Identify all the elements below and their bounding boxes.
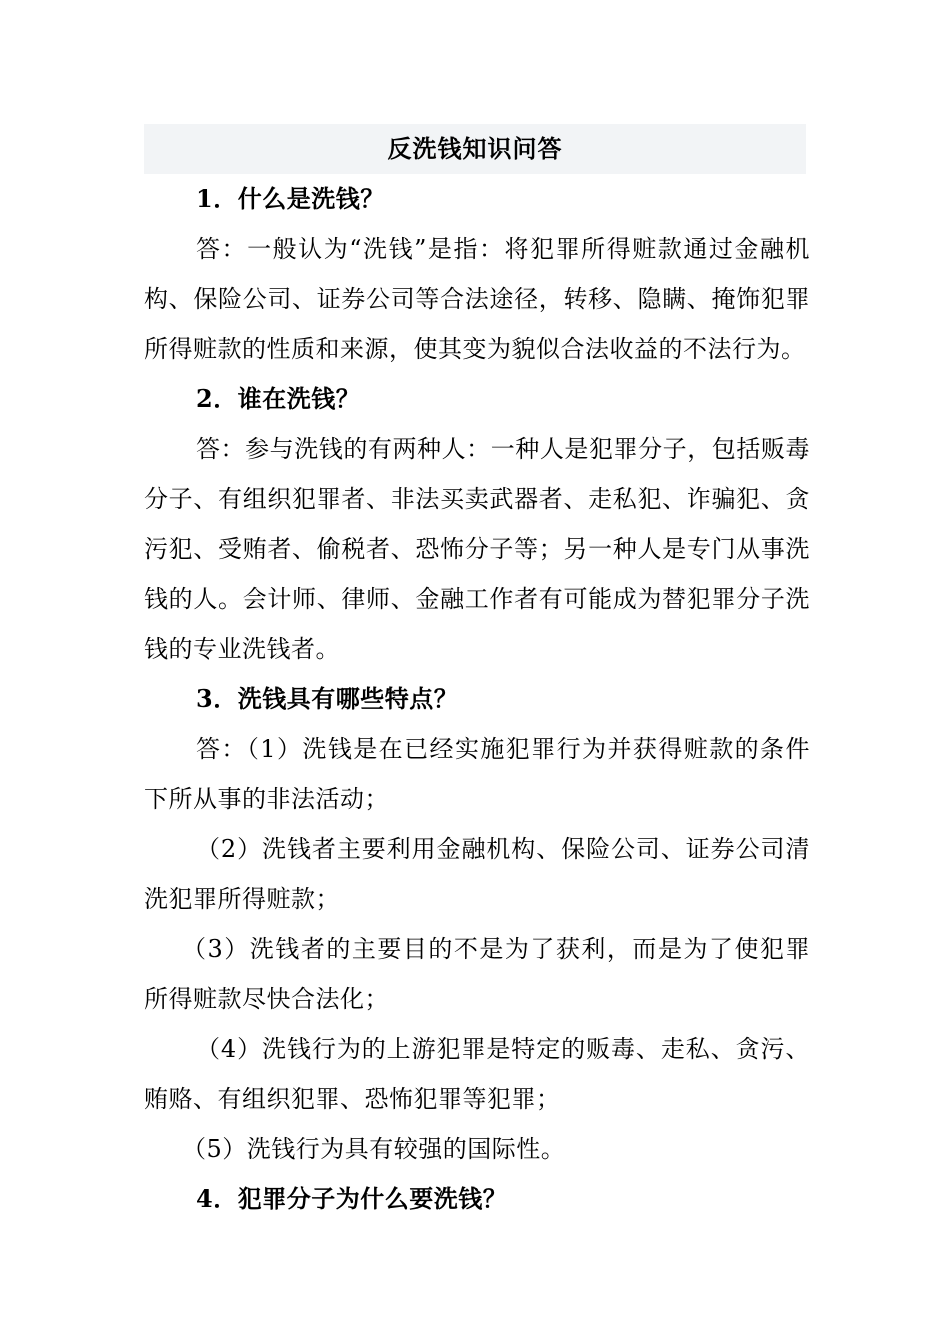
document-title: 反洗钱知识问答	[387, 134, 563, 163]
answer-3-item-2: （2）洗钱者主要利用金融机构、保险公司、证券公司清洗犯罪所得赃款；	[144, 835, 810, 913]
answer-3: 答：（1）洗钱是在已经实施犯罪行为并获得赃款的条件下所从事的非法活动；	[144, 735, 810, 813]
answer-1: 答：一般认为“洗钱”是指：将犯罪所得赃款通过金融机构、保险公司、证券公司等合法途径，转移、隐瞒、掩饰犯罪所得赃款的性质和来源，使其变为貌似合法收益的不法行为。	[144, 235, 810, 363]
answer-3-item-3: （3）洗钱者的主要目的不是为了获利，而是为了使犯罪所得赃款尽快合法化；	[144, 935, 810, 1013]
answer-3-item-5: （5）洗钱行为具有较强的国际性。	[182, 1135, 566, 1163]
answer-3-item-4: （4）洗钱行为的上游犯罪是特定的贩毒、走私、贪污、贿赂、有组织犯罪、恐怖犯罪等犯罪；	[144, 1035, 810, 1113]
question-1: 1．什么是洗钱？	[196, 184, 385, 213]
answer-2: 答：参与洗钱的有两种人：一种人是犯罪分子，包括贩毒分子、有组织犯罪者、非法买卖武器者、走私犯、诈骗犯、贪污犯、受贿者、偷税者、恐怖分子等；另一种人是专门从事洗钱的人。会计师、律师、金融工作者有可能成为替犯罪分子洗钱的专业洗钱者。	[144, 435, 810, 663]
question-4: 4．犯罪分子为什么要洗钱？	[196, 1184, 508, 1213]
document-body	[144, 174, 810, 1224]
question-2: 2．谁在洗钱？	[196, 384, 361, 413]
question-3: 3．洗钱具有哪些特点？	[196, 684, 459, 713]
